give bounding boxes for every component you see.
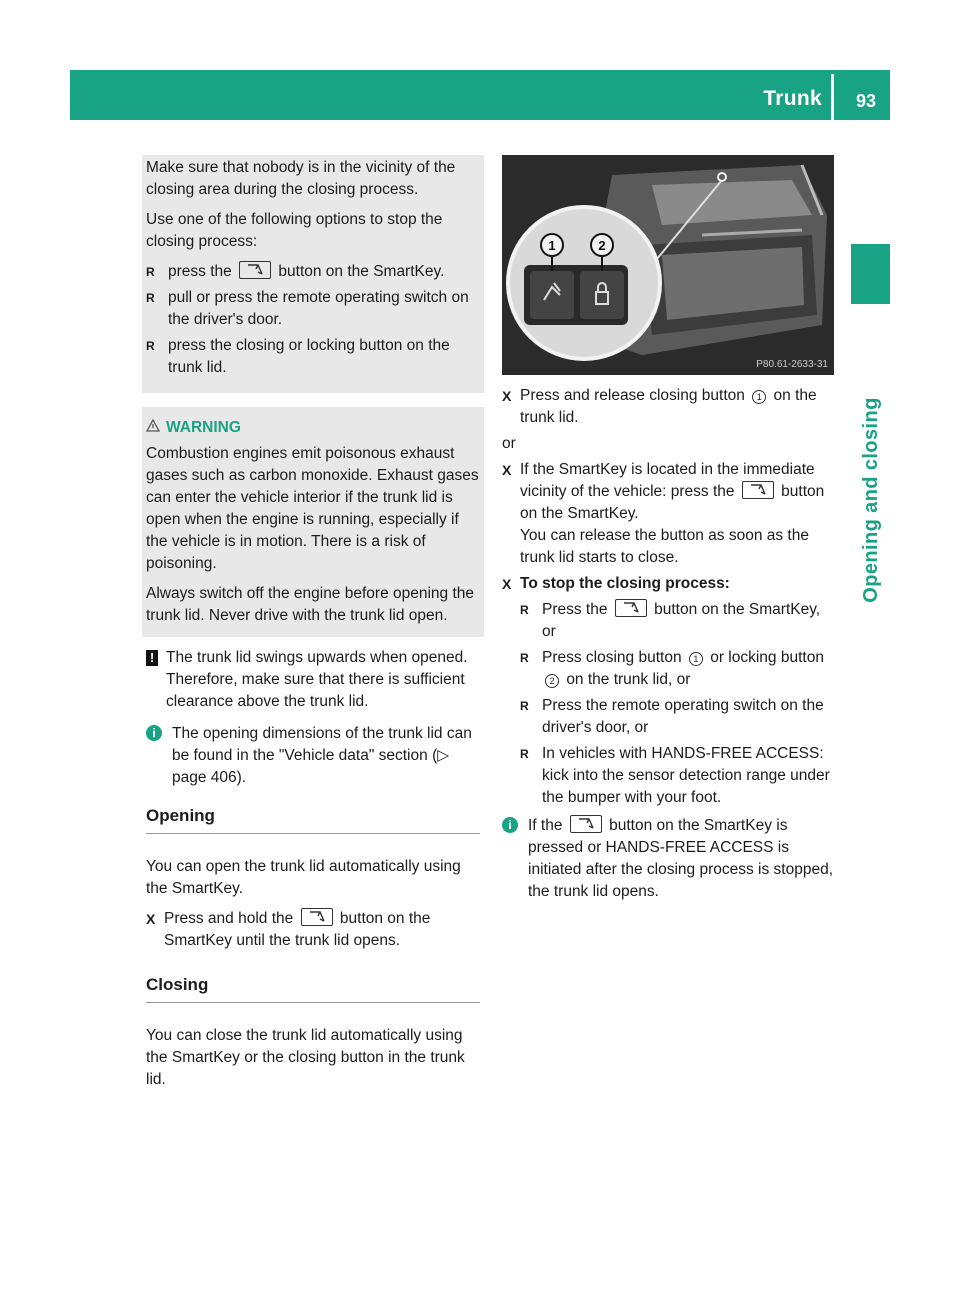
step-item bbox=[502, 459, 834, 569]
page-reference-link[interactable]: (▷ page 406). bbox=[172, 747, 450, 786]
step-text: button on the SmartKey. bbox=[520, 483, 825, 522]
step-item bbox=[146, 908, 480, 952]
section-title-closing: Closing bbox=[146, 974, 480, 1003]
step-marker: X bbox=[502, 576, 512, 592]
trunk-illustration bbox=[502, 155, 834, 375]
callout-ref-1-icon: 1 bbox=[752, 390, 766, 404]
step-title: To stop the closing process: bbox=[520, 575, 730, 592]
step-text: Press and release closing button bbox=[520, 387, 745, 404]
trunk-key-icon bbox=[301, 908, 333, 926]
step-text: Press and hold the bbox=[164, 910, 294, 927]
sub-list bbox=[520, 599, 834, 809]
info-icon: i bbox=[502, 817, 518, 833]
exclamation-icon: ! bbox=[146, 650, 158, 666]
info-icon: i bbox=[146, 725, 162, 741]
trunk-key-icon bbox=[239, 261, 271, 279]
list-item-text: press the closing or locking button on the trunk lid. bbox=[168, 337, 450, 376]
warning-triangle-icon bbox=[146, 417, 160, 439]
step-marker: X bbox=[502, 388, 512, 404]
side-tab-marker bbox=[851, 244, 890, 304]
note-text: The trunk lid swings upwards when opened. Therefore, make sure that there is sufficient clearance above the trunk lid. bbox=[166, 649, 468, 710]
callout-1: 1 bbox=[548, 238, 556, 253]
list-item bbox=[146, 335, 480, 379]
caution-text-2: Use one of the following options to stop the closing process: bbox=[146, 211, 443, 250]
opening-text: You can open the trunk lid automatically using the SmartKey. bbox=[146, 858, 461, 897]
caution-text-1: Make sure that nobody is in the vicinity of the closing area during the closing process. bbox=[146, 159, 456, 198]
step-item bbox=[502, 573, 834, 595]
list-item-text: Press the bbox=[542, 601, 608, 618]
callout-2: 2 bbox=[598, 238, 606, 253]
step-text: on the trunk lid. bbox=[520, 387, 817, 426]
list-item-text: Press the remote operating switch on the driver's door, or bbox=[542, 697, 824, 736]
note-info bbox=[502, 815, 834, 903]
bullet-marker: R bbox=[520, 603, 529, 617]
bullet-marker: R bbox=[520, 651, 529, 665]
step-text: button on the SmartKey until the trunk lid opens. bbox=[164, 910, 431, 949]
warning-text-1: Combustion engines emit poisonous exhaust gases such as carbon monoxide. Exhaust gases can enter the vehicle interior if the trunk lid is open when the engine is running, especially if the vehicle is in motion. There is a risk of poisoning. bbox=[146, 445, 479, 572]
list-item-text: press the bbox=[168, 263, 232, 280]
image-code: P80.61-2633-31 bbox=[756, 359, 828, 370]
list-item-text: or locking button bbox=[710, 649, 824, 666]
list-item bbox=[520, 743, 834, 809]
warning-title: WARNING bbox=[166, 419, 241, 436]
bullet-marker: R bbox=[520, 699, 529, 713]
trunk-key-icon bbox=[742, 481, 774, 499]
list-item-text: In vehicles with HANDS-FREE ACCESS: kick into the sensor detection range under the bumper with your foot. bbox=[542, 745, 830, 806]
note-text: button on the SmartKey is pressed or HANDS-FREE ACCESS is initiated after the closing process is stopped, the trunk lid opens. bbox=[528, 817, 834, 900]
list-item bbox=[520, 695, 834, 739]
side-chapter-label: Opening and closing bbox=[860, 397, 882, 603]
warning-box bbox=[142, 407, 484, 637]
step-marker: X bbox=[502, 462, 512, 478]
bullet-marker: R bbox=[520, 747, 529, 761]
warning-text-2: Always switch off the engine before opening the trunk lid. Never drive with the trunk lid open. bbox=[146, 585, 475, 624]
trunk-photo bbox=[502, 155, 834, 375]
callout-ref-1-icon: 1 bbox=[689, 652, 703, 666]
section-title-opening: Opening bbox=[146, 805, 480, 834]
right-column bbox=[502, 155, 834, 913]
closing-text: You can close the trunk lid automatically using the SmartKey or the closing button in the trunk lid. bbox=[146, 1027, 465, 1088]
trunk-key-icon bbox=[615, 599, 647, 617]
step-text: If the SmartKey is located in the immediate vicinity of the vehicle: press the bbox=[520, 461, 815, 500]
warning-heading bbox=[146, 417, 480, 439]
list-item bbox=[520, 647, 834, 691]
list-item-text: Press closing button bbox=[542, 649, 682, 666]
page-section-title: Trunk bbox=[763, 87, 822, 110]
list-item bbox=[146, 287, 480, 331]
trunk-key-icon bbox=[570, 815, 602, 833]
list-item-text: button on the SmartKey, or bbox=[542, 601, 821, 640]
note-text: The opening dimensions of the trunk lid can be found in the "Vehicle data" section bbox=[172, 725, 472, 764]
step-item bbox=[502, 385, 834, 429]
list-item-text: pull or press the remote operating switch on the driver's door. bbox=[168, 289, 469, 328]
note-text: If the bbox=[528, 817, 563, 834]
header-divider bbox=[831, 74, 834, 120]
or-text: or bbox=[502, 435, 516, 452]
header-bar bbox=[70, 70, 890, 120]
list-item-text: button on the SmartKey. bbox=[278, 263, 445, 280]
list-item bbox=[520, 599, 834, 643]
step-marker: X bbox=[146, 911, 156, 927]
step-text: You can release the button as soon as the trunk lid starts to close. bbox=[520, 527, 809, 566]
bullet-marker: R bbox=[146, 339, 155, 353]
note-exclamation bbox=[146, 647, 480, 713]
bullet-marker: R bbox=[146, 291, 155, 305]
page-number: 93 bbox=[855, 91, 876, 111]
left-column bbox=[146, 155, 480, 1099]
list-item-text: on the trunk lid, or bbox=[566, 671, 691, 688]
list-item bbox=[146, 261, 480, 283]
callout-ref-2-icon: 2 bbox=[545, 674, 559, 688]
caution-box bbox=[142, 155, 484, 393]
bullet-marker: R bbox=[146, 265, 155, 279]
note-info bbox=[146, 723, 480, 789]
